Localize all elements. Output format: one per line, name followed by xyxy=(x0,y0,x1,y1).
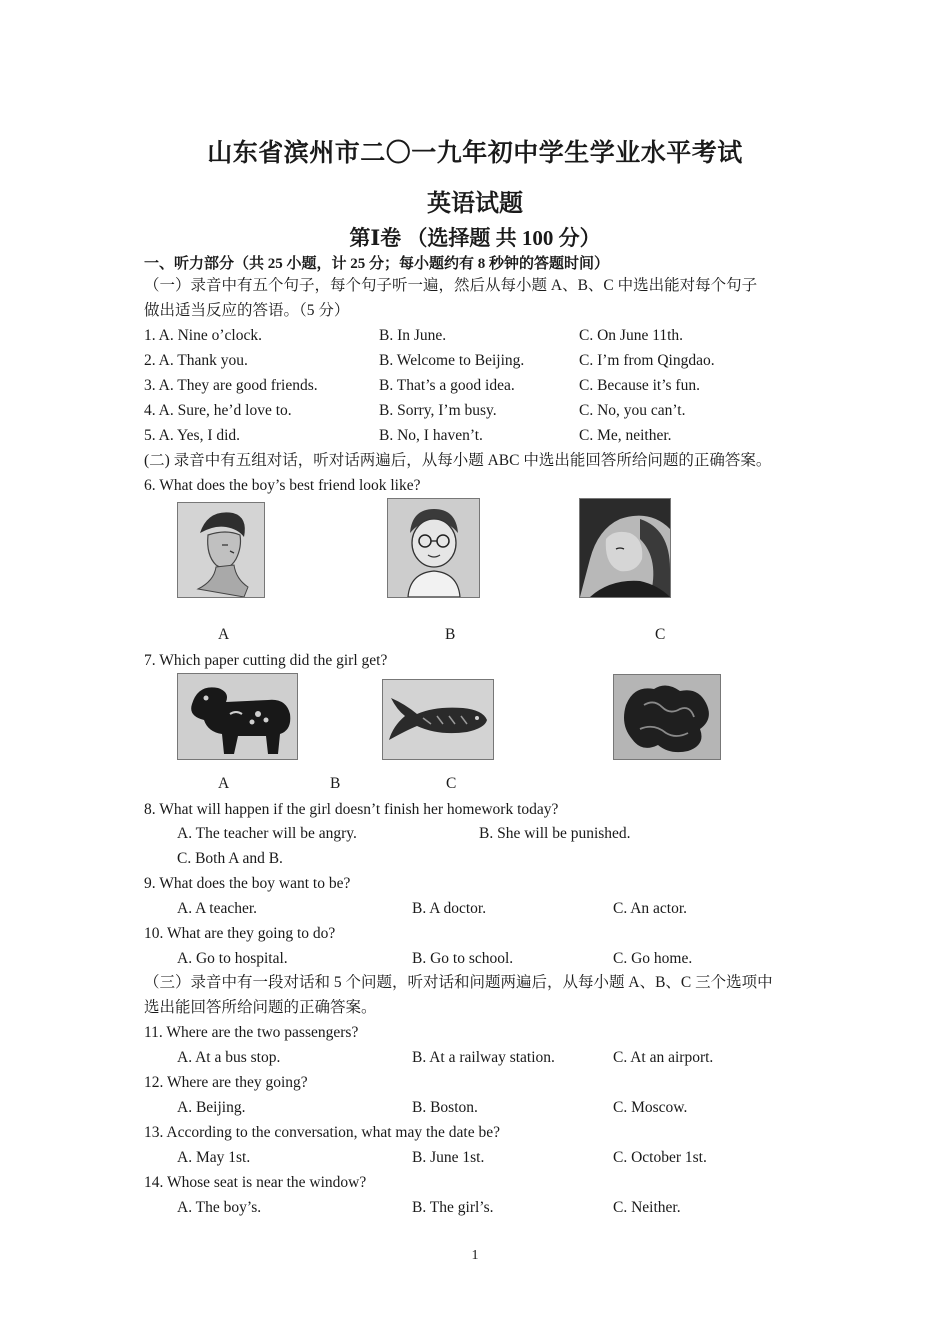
q6-label-b: B xyxy=(445,626,456,643)
q9-stem: 9. What does the boy want to be? xyxy=(144,875,351,892)
q10-option-c: C. Go home. xyxy=(613,950,693,967)
q8-option-c: C. Both A and B. xyxy=(177,850,283,867)
q8-stem: 8. What will happen if the girl doesn’t finish her homework today? xyxy=(144,801,559,818)
q7-stem: 7. Which paper cutting did the girl get? xyxy=(144,652,388,669)
q6-picture-b xyxy=(387,498,480,598)
q7-label-b: B xyxy=(330,775,341,792)
q2-option-c: C. I’m from Qingdao. xyxy=(579,352,715,369)
q10-stem: 10. What are they going to do? xyxy=(144,925,336,942)
q6-label-c: C xyxy=(655,626,666,643)
q4-option-c: C. No, you can’t. xyxy=(579,402,686,419)
q13-option-b: B. June 1st. xyxy=(412,1149,485,1166)
q14-stem: 14. Whose seat is near the window? xyxy=(144,1174,367,1191)
q5-option-a: 5. A. Yes, I did. xyxy=(144,427,241,444)
part3-instruction: （三）录音中有一段对话和 5 个问题，听对话和问题两遍后，从每小题 A、B、C 三个选项中 xyxy=(144,974,773,991)
q2-option-a: 2. A. Thank you. xyxy=(144,352,248,369)
q7-picture-b xyxy=(382,679,494,760)
q7-label-c: C xyxy=(446,775,457,792)
q12-option-b: B. Boston. xyxy=(412,1099,478,1116)
q11-option-b: B. At a railway station. xyxy=(412,1049,555,1066)
exam-title: 山东省滨州市二〇一九年初中学生学业水平考试 xyxy=(207,140,743,167)
q5-option-c: C. Me, neither. xyxy=(579,427,672,444)
q4-option-a: 4. A. Sure, he’d love to. xyxy=(144,402,292,419)
q7-picture-c xyxy=(613,674,721,760)
q6-picture-a xyxy=(177,502,265,598)
page-number: 1 xyxy=(471,1248,479,1263)
q1-option-a: 1. A. Nine o’clock. xyxy=(144,327,262,344)
q1-option-c: C. On June 11th. xyxy=(579,327,684,344)
q4-option-b: B. Sorry, I’m busy. xyxy=(379,402,497,419)
q11-option-c: C. At an airport. xyxy=(613,1049,714,1066)
q14-option-c: C. Neither. xyxy=(613,1199,681,1216)
q14-option-b: B. The girl’s. xyxy=(412,1199,494,1216)
q9-option-b: B. A doctor. xyxy=(412,900,487,917)
q6-stem: 6. What does the boy’s best friend look like? xyxy=(144,477,421,494)
q8-option-b: B. She will be punished. xyxy=(479,825,631,842)
q9-option-a: A. A teacher. xyxy=(177,900,258,917)
q11-stem: 11. Where are the two passengers? xyxy=(144,1024,359,1041)
q2-option-b: B. Welcome to Beijing. xyxy=(379,352,525,369)
q13-option-a: A. May 1st. xyxy=(177,1149,251,1166)
q3-option-c: C. Because it’s fun. xyxy=(579,377,700,394)
part2-instruction: (二) 录音中有五组对话，听对话两遍后，从每小题 ABC 中选出能回答所给问题的正确答案。 xyxy=(144,452,772,469)
q13-option-c: C. October 1st. xyxy=(613,1149,707,1166)
exam-subject: 英语试题 xyxy=(427,191,523,217)
q9-option-c: C. An actor. xyxy=(613,900,688,917)
section-heading: 一、听力部分（共 25 小题，计 25 分；每小题约有 8 秒钟的答题时间） xyxy=(144,256,610,272)
q14-option-a: A. The boy’s. xyxy=(177,1199,262,1216)
q7-picture-a xyxy=(177,673,298,760)
part1-instruction-cont: 做出适当反应的答语。（5 分） xyxy=(144,302,350,319)
q6-label-a: A xyxy=(218,626,230,643)
part1-instruction: （一）录音中有五个句子，每个句子听一遍，然后从每小题 A、B、C 中选出能对每个句子 xyxy=(144,277,758,294)
q7-label-a: A xyxy=(218,775,230,792)
q8-option-a: A. The teacher will be angry. xyxy=(177,825,357,842)
q3-option-a: 3. A. They are good friends. xyxy=(144,377,318,394)
q10-option-a: A. Go to hospital. xyxy=(177,950,288,967)
q13-stem: 13. According to the conversation, what may the date be? xyxy=(144,1124,500,1141)
q12-option-a: A. Beijing. xyxy=(177,1099,246,1116)
q11-option-a: A. At a bus stop. xyxy=(177,1049,281,1066)
q6-picture-c xyxy=(579,498,671,598)
volume-heading: 第Ⅰ卷 （选择题 共 100 分） xyxy=(349,226,601,250)
q1-option-b: B. In June. xyxy=(379,327,447,344)
q12-stem: 12. Where are they going? xyxy=(144,1074,308,1091)
q12-option-c: C. Moscow. xyxy=(613,1099,688,1116)
q3-option-b: B. That’s a good idea. xyxy=(379,377,515,394)
q5-option-b: B. No, I haven’t. xyxy=(379,427,483,444)
part3-instruction-cont: 选出能回答所给问题的正确答案。 xyxy=(144,999,377,1016)
q10-option-b: B. Go to school. xyxy=(412,950,514,967)
